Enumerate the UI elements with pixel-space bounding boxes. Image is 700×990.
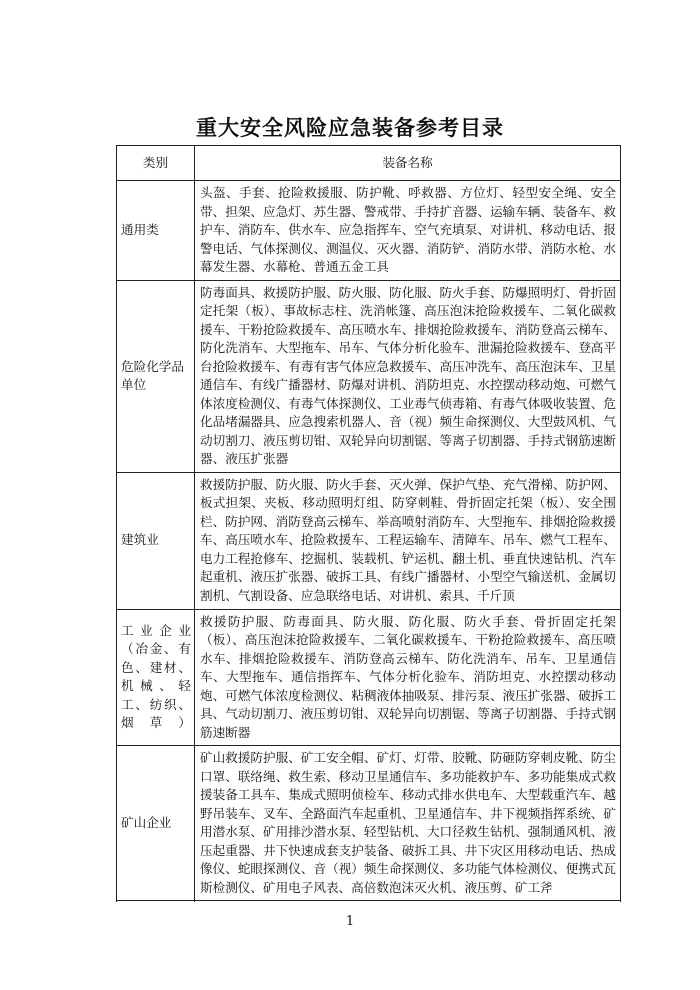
table-viewport [0, 145, 700, 902]
header-equipment: 装备名称 [195, 146, 621, 181]
page-number: 1 [345, 914, 355, 929]
document-title: 重大安全风险应急装备参考目录 [196, 115, 504, 140]
row-category: 工业企业（冶金、有色、建材、机械、轻工、纺织、烟草） [117, 609, 195, 746]
table-header-row [117, 146, 621, 181]
row-equipment: 救援防护服、防毒面具、防火服、防化服、防火手套、骨折固定托架（板）、高压泡沫抢险救援车、二氧化碳救援车、干粉抢险救援车、高压喷水车、排烟抢险救援车、消防登高云梯车、防化洗消车、吊车、卫星通信车、大型拖车、通信指挥车、气体分析化验车、消防坦克、水控摆动移动炮、可燃气体浓度检测仪、粘稠液体抽吸泵、排污泵、液压扩张器、破拆工具、气动切割刀、液压剪切钳、双轮异向切割锯、等离子切割器、手持式钢筋速断器 [195, 609, 621, 746]
table-row [117, 472, 621, 609]
header-category: 类别 [117, 146, 195, 181]
row-equipment: 防毒面具、救援防护服、防火服、防化服、防火手套、防爆照明灯、骨折固定托架（板）、事故标志柱、洗消帐篷、高压泡沫抢险救援车、二氧化碳救援车、干粉抢险救援车、高压喷水车、排烟抢险救援车、消防登高云梯车、防化洗消车、大型拖车、吊车、气体分析化验车、泄漏抢险救援车、登高平台抢险救援车、有毒有害气体应急救援车、高压冲洗车、高压泡沫车、卫星通信车、有线广播器材、防爆对讲机、消防坦克、水控摆动移动炮、可燃气体浓度检测仪、有毒气体探测仪、工业毒气侦毒箱、有毒气体吸收装置、危化品堵漏器具、应急搜索机器人、音（视）频生命探测仪、大型鼓风机、气动切割刀、液压剪切钳、双轮异向切割锯、等离子切割器、手持式钢筋速断器、液压扩张器 [195, 280, 621, 472]
table-row [117, 901, 621, 903]
table-row [117, 181, 621, 281]
table-row [117, 609, 621, 746]
row-equipment: 矿山救援防护服、矿工安全帽、矿灯、灯带、胶靴、防砸防穿刺皮靴、防尘口罩、联络绳、救生索、移动卫星通信车、多功能救护车、多功能集成式救援装备工具车、集成式照明侦检车、移动式排水供电车、大型载重汽车、越野吊装车、叉车、全路面汽车起重机、卫星通信车、井下视频指挥系统、矿用潜水泵、矿用排沙潜水泵、轻型钻机、大口径救生钻机、强制通风机、液压起重器、井下快速成套支护装备、破拆工具、井下灾区用移动电话、热成像仪、蛇眼探测仪、音（视）频生命探测仪、多功能气体检测仪、便携式瓦斯检测仪、矿用电子风表、高倍数泡沫灭火机、液压剪、矿工斧 [195, 746, 621, 901]
row-equipment: 头盔、手套、抢险救援服、防护靴、呼救器、方位灯、轻型安全绳、安全带、担架、应急灯、苏生器、警戒带、手持扩音器、运输车辆、装备车、救护车、消防车、供水车、应急指挥车、空气充填泵、对讲机、移动电话、报警电话、气体探测仪、测温仪、灭火器、消防铲、消防水带、消防水枪、水幕发生器、水幕枪、普通五金工具 [195, 181, 621, 281]
row-equipment: 救援防护服、防火服、防火手套、灭火弹、保护气垫、充气滑梯、防护网、板式担架、夹板、移动照明灯组、防穿刺鞋、骨折固定托架（板）、安全围栏、防护网、消防登高云梯车、举高喷射消防车、大型拖车、排烟抢险救援车、高压喷水车、抢险救援车、工程运输车、清障车、吊车、燃气工程车、电力工程抢修车、挖掘机、装载机、铲运机、翻土机、垂直快速钻机、汽车起重机、液压扩张器、破拆工具、有线广播器材、小型空气输送机、金属切割机、气割设备、应急联络电话、对讲机、索具、千斤顶 [195, 472, 621, 609]
table-row [117, 280, 621, 472]
row-category: 危险化学品单位 [117, 280, 195, 472]
row-category: 矿山企业 [117, 746, 195, 901]
row-category: 通用类 [117, 181, 195, 281]
row-equipment [195, 901, 621, 903]
row-category: 建筑业 [117, 472, 195, 609]
table-row [117, 746, 621, 901]
equipment-catalog-table [116, 145, 621, 902]
row-category [117, 901, 195, 903]
